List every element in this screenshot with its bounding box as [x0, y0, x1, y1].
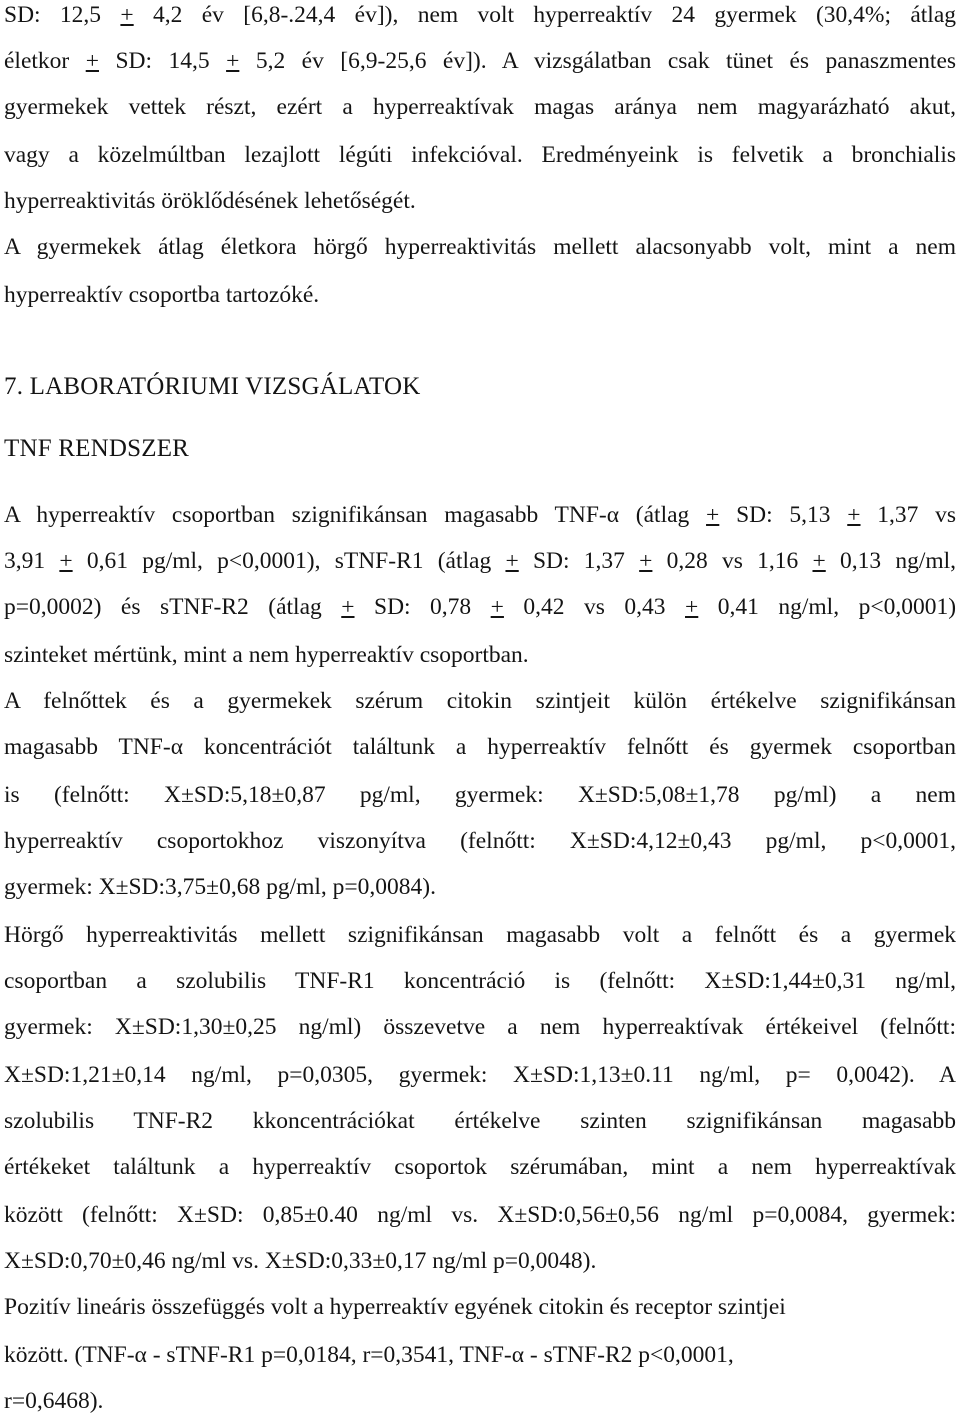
plus-minus-sign: +	[490, 594, 504, 620]
plus-minus-sign: +	[639, 548, 653, 574]
plus-minus-sign: +	[85, 48, 99, 74]
body-line-12: gyermek: X±SD:1,30±0,25 ng/ml) összevetve a nem hyperreaktívak értékeivel (felnőtt:	[4, 1014, 956, 1040]
subsection-title: TNF RENDSZER	[4, 435, 190, 462]
intro-line-4: vagy a közelmúltban lezajlott légúti infekcióval. Eredményeink is felvetik a bronchialis	[4, 142, 956, 168]
plus-minus-sign: +	[685, 594, 699, 620]
body-line-2: 3,91 + 0,61 pg/ml, p<0,0001), sTNF-R1 (átlag + SD: 1,37 + 0,28 vs 1,16 + 0,13 ng/ml,	[4, 548, 957, 574]
body-line-13: X±SD:1,21±0,14 ng/ml, p=0,0305, gyermek: X±SD:1,13±0.11 ng/ml, p= 0,0042). A	[4, 1062, 956, 1088]
intro-line-5: hyperreaktivitás öröklődésének lehetőségét.	[4, 188, 416, 214]
plus-minus-sign: +	[59, 548, 73, 574]
body-line-5: A felnőttek és a gyermekek szérum citokin szintjeit külön értékelve szignifikánsan	[4, 688, 956, 714]
plus-minus-sign: +	[847, 502, 861, 528]
body-line-17: X±SD:0,70±0,46 ng/ml vs. X±SD:0,33±0,17 ng/ml p=0,0048).	[4, 1248, 597, 1274]
body-line-14: szolubilis TNF-R2 kkoncentrációkat értékelve szinten szignifikánsan magasabb	[4, 1108, 956, 1134]
plus-minus-sign: +	[341, 594, 355, 620]
body-line-3: p=0,0002) és sTNF-R2 (átlag + SD: 0,78 + 0,42 vs 0,43 + 0,41 ng/ml, p<0,0001)	[4, 594, 957, 620]
section-title: 7. LABORATÓRIUMI VIZSGÁLATOK	[4, 373, 421, 400]
body-line-9: gyermek: X±SD:3,75±0,68 pg/ml, p=0,0084).	[4, 874, 436, 900]
body-line-19: között. (TNF-α - sTNF-R1 p=0,0184, r=0,3541, TNF-α - sTNF-R2 p<0,0001,	[4, 1342, 734, 1368]
body-line-6: magasabb TNF-α koncentrációt találtunk a hyperreaktív felnőtt és gyermek csoportban	[4, 734, 956, 760]
plus-minus-sign: +	[120, 2, 134, 28]
intro-line-6: A gyermekek átlag életkora hörgő hyperreaktivitás mellett alacsonyabb volt, mint a nem	[4, 234, 956, 260]
body-line-20: r=0,6468).	[4, 1388, 104, 1414]
plus-minus-sign: +	[706, 502, 720, 528]
body-line-10: Hörgő hyperreaktivitás mellett szignifikánsan magasabb volt a felnőtt és a gyermek	[4, 922, 956, 948]
body-line-16: között (felnőtt: X±SD: 0,85±0.40 ng/ml vs. X±SD:0,56±0,56 ng/ml p=0,0084, gyermek:	[4, 1202, 956, 1228]
intro-line-1: SD: 12,5 + 4,2 év [6,8-.24,4 év]), nem volt hyperreaktív 24 gyermek (30,4%; átlag	[4, 2, 957, 28]
intro-line-7: hyperreaktív csoportba tartozóké.	[4, 282, 320, 308]
body-line-7: is (felnőtt: X±SD:5,18±0,87 pg/ml, gyermek: X±SD:5,08±1,78 pg/ml) a nem	[4, 782, 956, 808]
body-line-11: csoportban a szolubilis TNF-R1 koncentráció is (felnőtt: X±SD:1,44±0,31 ng/ml,	[4, 968, 956, 994]
body-line-8: hyperreaktív csoportokhoz viszonyítva (felnőtt: X±SD:4,12±0,43 pg/ml, p<0,0001,	[4, 828, 956, 854]
intro-line-3: gyermekek vettek részt, ezért a hyperreaktívak magas aránya nem magyarázható akut,	[4, 94, 956, 120]
plus-minus-sign: +	[505, 548, 519, 574]
intro-line-2: életkor + SD: 14,5 + 5,2 év [6,9-25,6 év]). A vizsgálatban csak tünet és panaszmentes	[4, 48, 957, 74]
body-line-15: értékeket találtunk a hyperreaktív csoportok szérumában, mint a nem hyperreaktívak	[4, 1154, 956, 1180]
body-line-18: Pozitív lineáris összefüggés volt a hyperreaktív egyének citokin és receptor szintjei	[4, 1294, 786, 1320]
body-line-4: szinteket mértünk, mint a nem hyperreaktív csoportban.	[4, 642, 529, 668]
body-line-1: A hyperreaktív csoportban szignifikánsan magasabb TNF-α (átlag + SD: 5,13 + 1,37 vs	[4, 502, 957, 528]
plus-minus-sign: +	[226, 48, 240, 74]
plus-minus-sign: +	[812, 548, 826, 574]
